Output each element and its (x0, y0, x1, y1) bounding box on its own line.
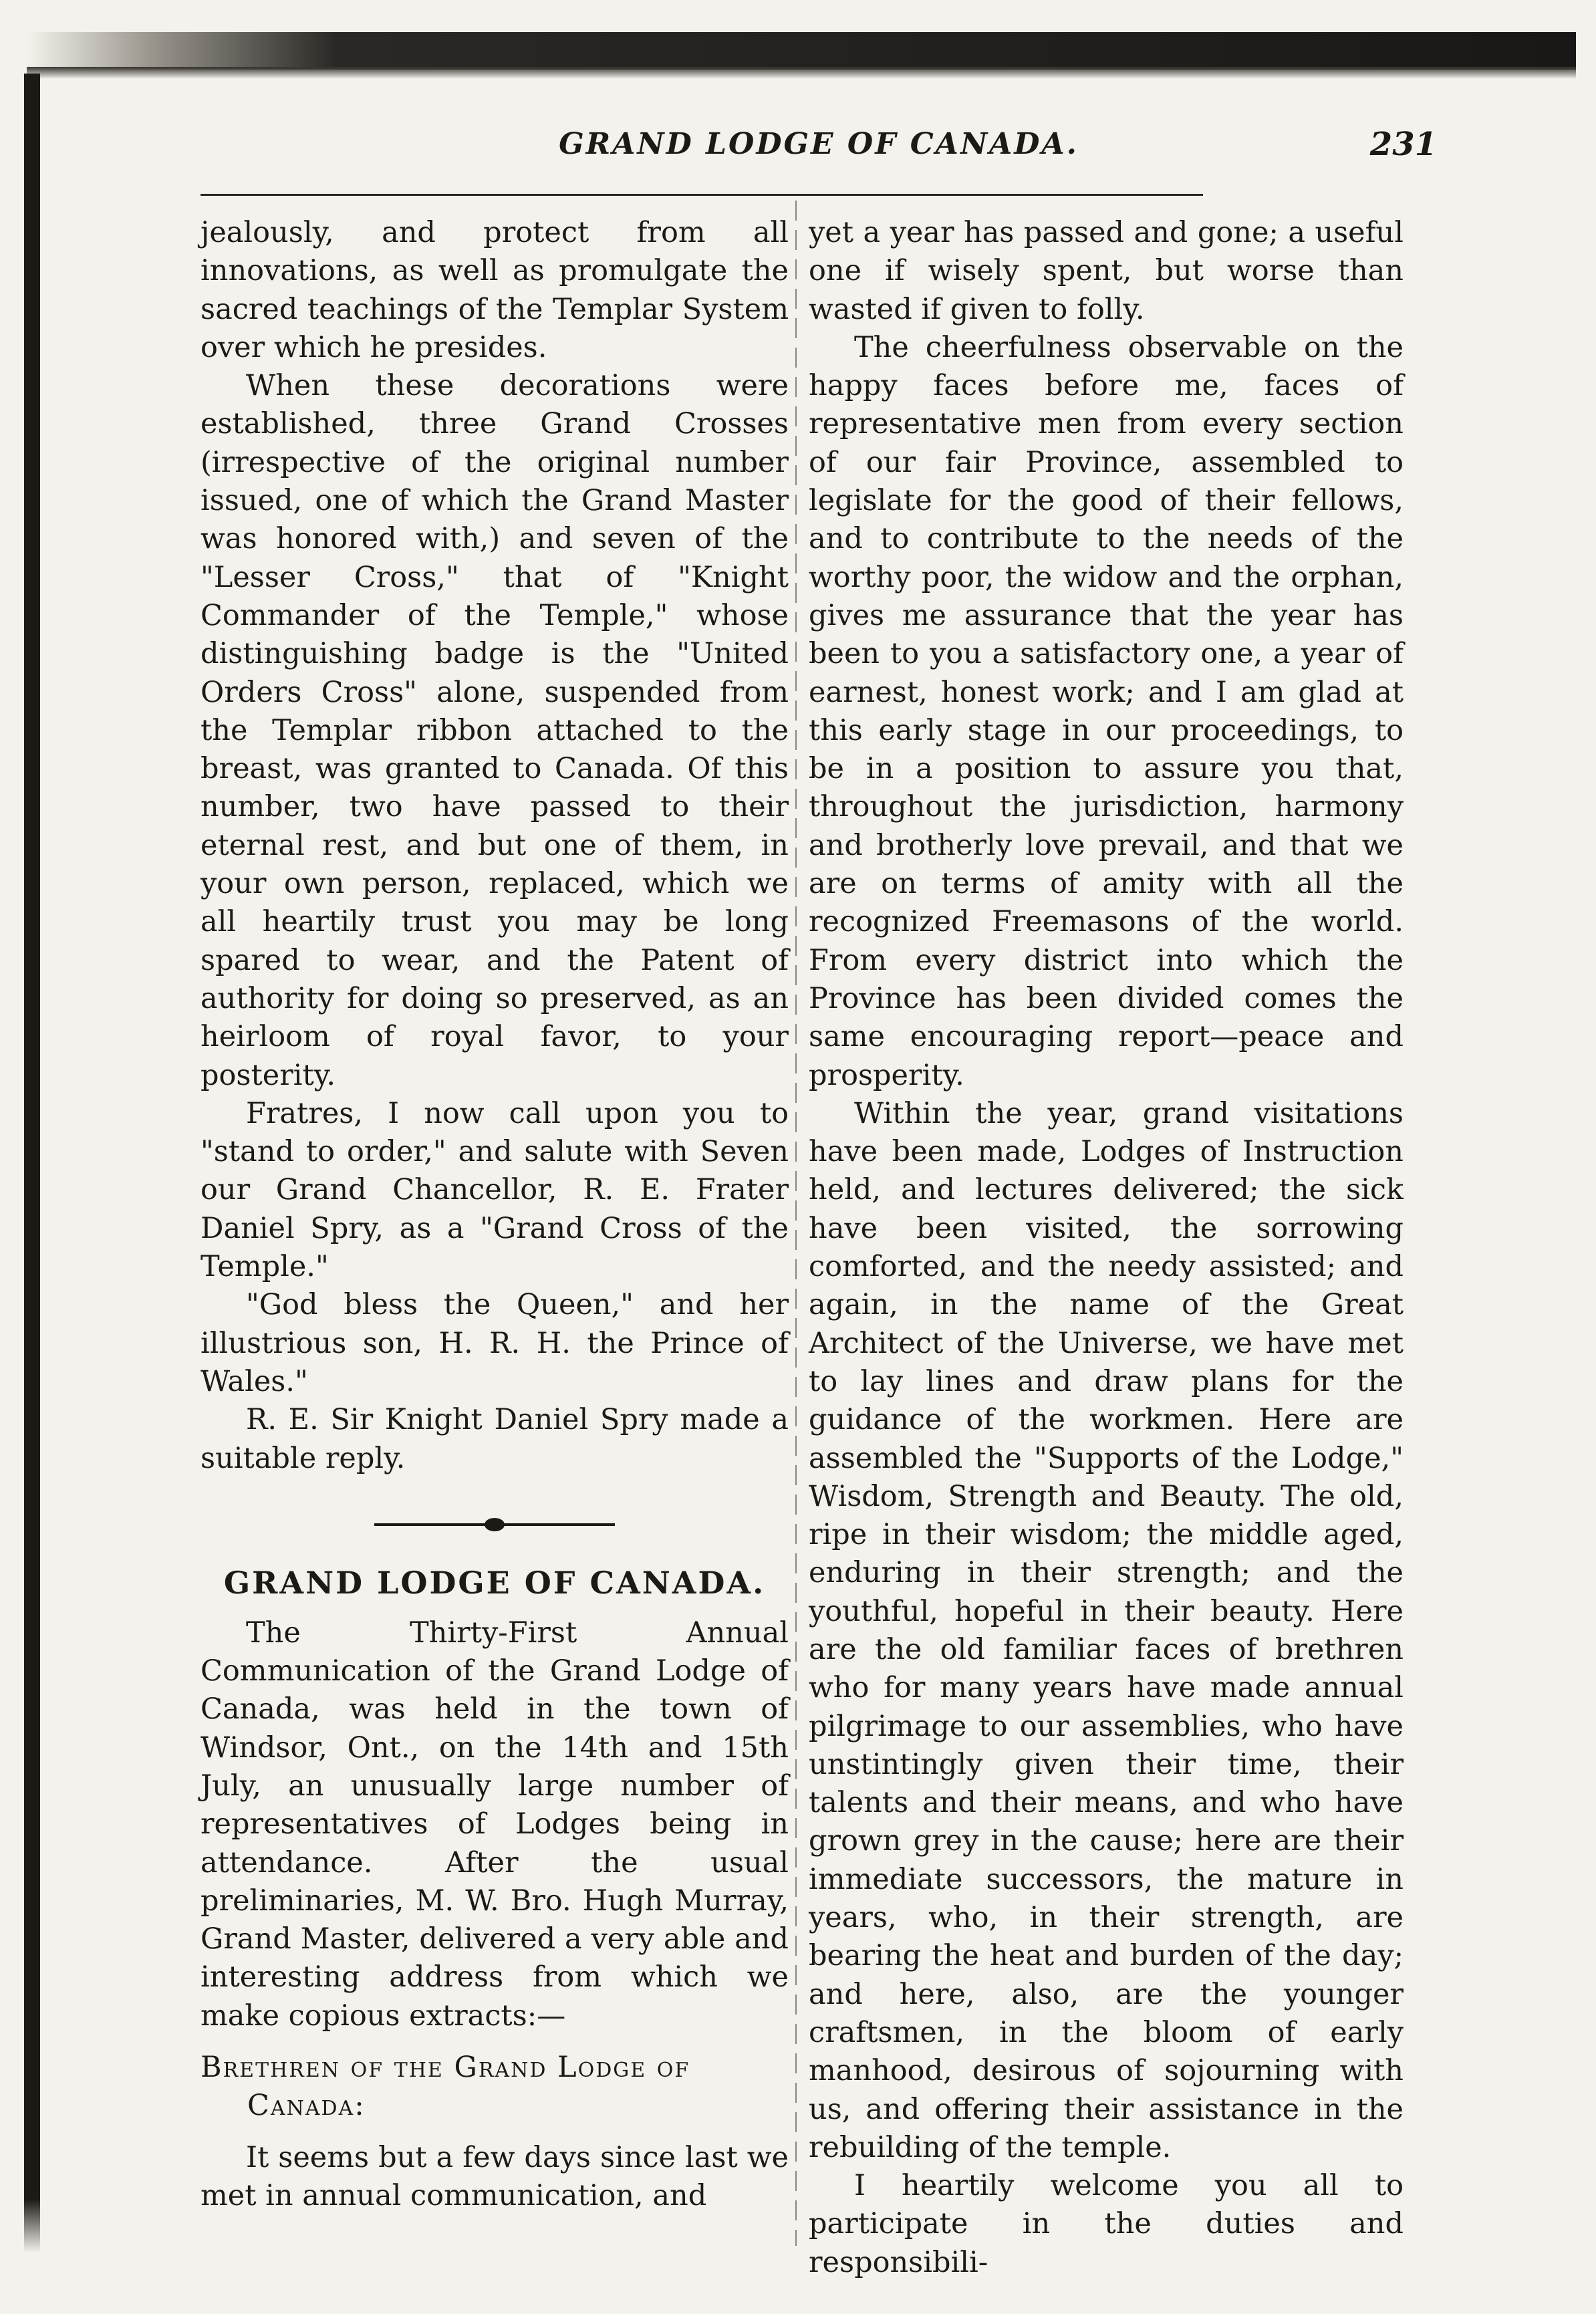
paragraph: jealously, and protect from all innovations, as well as promulgate the sacred teachings of the Templar System over which he presides. (201, 216, 789, 364)
scan-top-shadow (27, 67, 1576, 79)
scan-top-edge (27, 32, 1576, 70)
scan-binding-edge (24, 74, 40, 2199)
running-head: GRAND LODGE OF CANADA. (559, 127, 1079, 161)
paragraph: The Thirty-First Annual Communication of the Grand Lodge of Canada, was held in the town of Windsor, Ont., on the 14th and 15th July, an unusually large number of representatives of Lodges being in attendance. After the usual preliminaries, M. W. Bro. Hugh Murray, Grand Master, delivered a very able and interesting address from which we make copious extracts:— (201, 1616, 789, 2033)
paragraph: Fratres, I now call upon you to "stand to order," and salute with Seven our Grand Chancellor, R. E. Frater Daniel Spry, as a "Grand Cross of the Temple." (201, 1096, 789, 1284)
paragraph: R. E. Sir Knight Daniel Spry made a suitable reply. (201, 1403, 789, 1475)
scan-binding-edge-fade (24, 2199, 40, 2253)
right-column (809, 214, 1404, 2279)
paragraph: yet a year has passed and gone; a useful one if wisely spent, but worse than wasted if given to folly. (809, 216, 1404, 326)
paragraph: When these decorations were established, three Grand Crosses (irrespective of the original number issued, one of which the Grand Master was honored with,) and seven of the "Lesser Cross," that of "Knight Commander of the Temple," whose distinguishing badge is the "United Orders Cross" alone, suspended from the Templar ribbon attached to the breast, was granted to Canada. Of this number, two have passed to their eternal rest, and but one of them, in your own person, replaced, which we all heartily trust you may be long spared to wear, and the Patent of authority for doing so preserved, as an heirloom of royal favor, to your posterity. (201, 369, 789, 1092)
paragraph: Within the year, grand visitations have been made, Lodges of Instruction held, and lectures delivered; the sick have been visited, the sorrowing comforted, and the needy assisted; and again, in the name of the Great Architect of the Universe, we have met to lay lines and draw plans for the guidance of the workmen. Here are assembled the "Supports of the Lodge," Wisdom, Strength and Beauty. The old, ripe in their wisdom; the middle aged, enduring in their strength; and the youthful, hopeful in their beauty. Here are the old familiar faces of brethren who for many years have made annual pilgrimage to our assemblies, who have unstintingly given their time, their talents and their means, and who have grown grey in the cause; here are their immediate successors, the mature in years, who, in their strength, are bearing the heat and burden of the day; and here, also, are the younger craftsmen, in the bloom of early manhood, desirous of sojourning with us, and offering their assistance in the rebuilding of the temple. (809, 1096, 1404, 2164)
column-divider (795, 201, 797, 2246)
salutation-line: Canada: (247, 2089, 366, 2123)
page-number: 231 (1369, 126, 1437, 163)
salutation-line: Brethren of the Grand Lodge of (201, 2051, 690, 2085)
page-header (201, 120, 1437, 180)
paragraph: "God bless the Queen," and her illustrious son, H. R. H. the Prince of Wales." (201, 1288, 789, 1398)
salutation (201, 2049, 789, 2126)
divider-ornament (485, 1518, 505, 1531)
paragraph: I heartily welcome you all to participate in the duties and responsibili- (809, 2169, 1404, 2279)
header-rule (201, 194, 1203, 196)
paragraph: The cheerfulness observable on the happy faces before me, faces of representative men from every section of our fair Province, assembled to legislate for the good of their fellows, and to contribute to the needs of the worthy poor, the widow and the orphan, gives me assurance that the year has been to you a satisfactory one, a year of earnest, honest work; and I am glad at this early stage in our proceedings, to be in a position to assure you that, throughout the jurisdiction, harmony and brotherly love prevail, and that we are on terms of amity with all the recognized Freemasons of the world. From every district into which the Province has been divided comes the same encouraging report—peace and prosperity. (809, 330, 1404, 1092)
section-title: GRAND LODGE OF CANADA. (223, 1564, 766, 1601)
section-divider (201, 1505, 789, 1545)
paragraph: It seems but a few days since last we met in annual communication, and (201, 2140, 789, 2212)
left-column (201, 214, 789, 2246)
